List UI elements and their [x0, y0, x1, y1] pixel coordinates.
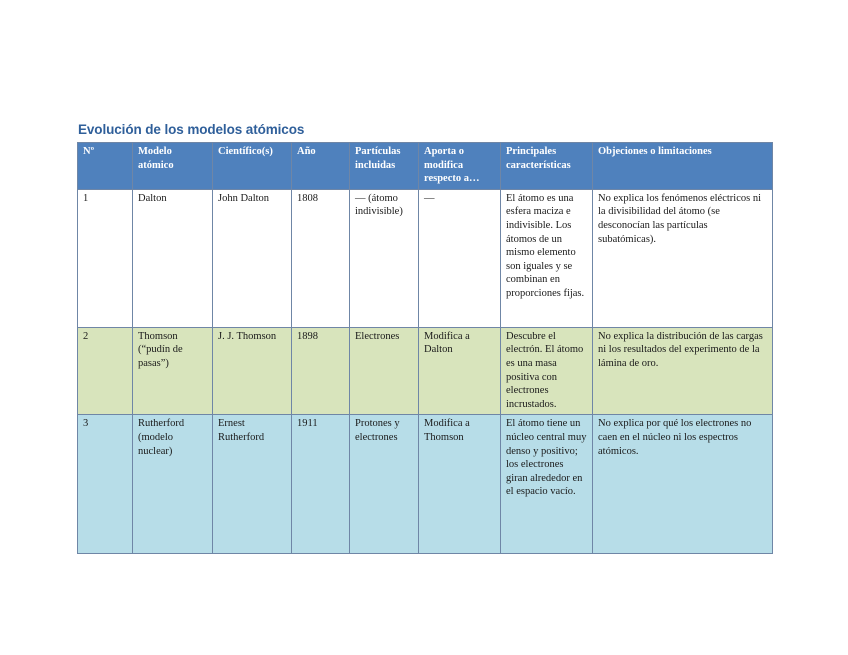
cell-year: 1911 [292, 415, 350, 554]
cell-objections: No explica los fenómenos eléctricos ni la divisibilidad del átomo (se desconocían las partículas subatómicas). [593, 189, 773, 327]
table-row [78, 327, 773, 415]
header-particles: Partículas incluidas [350, 143, 419, 190]
header-scientist: Científico(s) [213, 143, 292, 190]
cell-contribution: Modifica a Dalton [419, 327, 501, 415]
cell-scientist: Ernest Rutherford [213, 415, 292, 554]
cell-num: 1 [78, 189, 133, 327]
cell-contribution: — [419, 189, 501, 327]
header-model: Modelo atómico [133, 143, 213, 190]
cell-objections: No explica la distribución de las cargas ni los resultados del experimento de la lámina de oro. [593, 327, 773, 415]
cell-scientist: John Dalton [213, 189, 292, 327]
header-year: Año [292, 143, 350, 190]
header-contribution: Aporta o modifica respecto a… [419, 143, 501, 190]
cell-particles: — (átomo indivisible) [350, 189, 419, 327]
header-num: Nº [78, 143, 133, 190]
table-header-row [78, 143, 773, 190]
cell-model: Thomson (“pudín de pasas”) [133, 327, 213, 415]
cell-num: 3 [78, 415, 133, 554]
cell-features: El átomo tiene un núcleo central muy denso y positivo; los electrones giran alrededor en el espacio vacío. [501, 415, 593, 554]
table-row [78, 415, 773, 554]
cell-features: Descubre el electrón. El átomo es una masa positiva con electrones incrustados. [501, 327, 593, 415]
header-objections: Objeciones o limitaciones [593, 143, 773, 190]
cell-scientist: J. J. Thomson [213, 327, 292, 415]
cell-objections: No explica por qué los electrones no caen en el núcleo ni los espectros atómicos. [593, 415, 773, 554]
cell-particles: Electrones [350, 327, 419, 415]
cell-contribution: Modifica a Thomson [419, 415, 501, 554]
cell-model: Dalton [133, 189, 213, 327]
cell-year: 1808 [292, 189, 350, 327]
cell-model: Rutherford (modelo nuclear) [133, 415, 213, 554]
cell-particles: Protones y electrones [350, 415, 419, 554]
cell-features: El átomo es una esfera maciza e indivisible. Los átomos de un mismo elemento son iguales y se combinan en proporciones fijas. [501, 189, 593, 327]
table-row [78, 189, 773, 327]
atomic-models-table [77, 142, 773, 554]
cell-year: 1898 [292, 327, 350, 415]
document-title: Evolución de los modelos atómicos [78, 122, 305, 137]
header-features: Principales características [501, 143, 593, 190]
cell-num: 2 [78, 327, 133, 415]
